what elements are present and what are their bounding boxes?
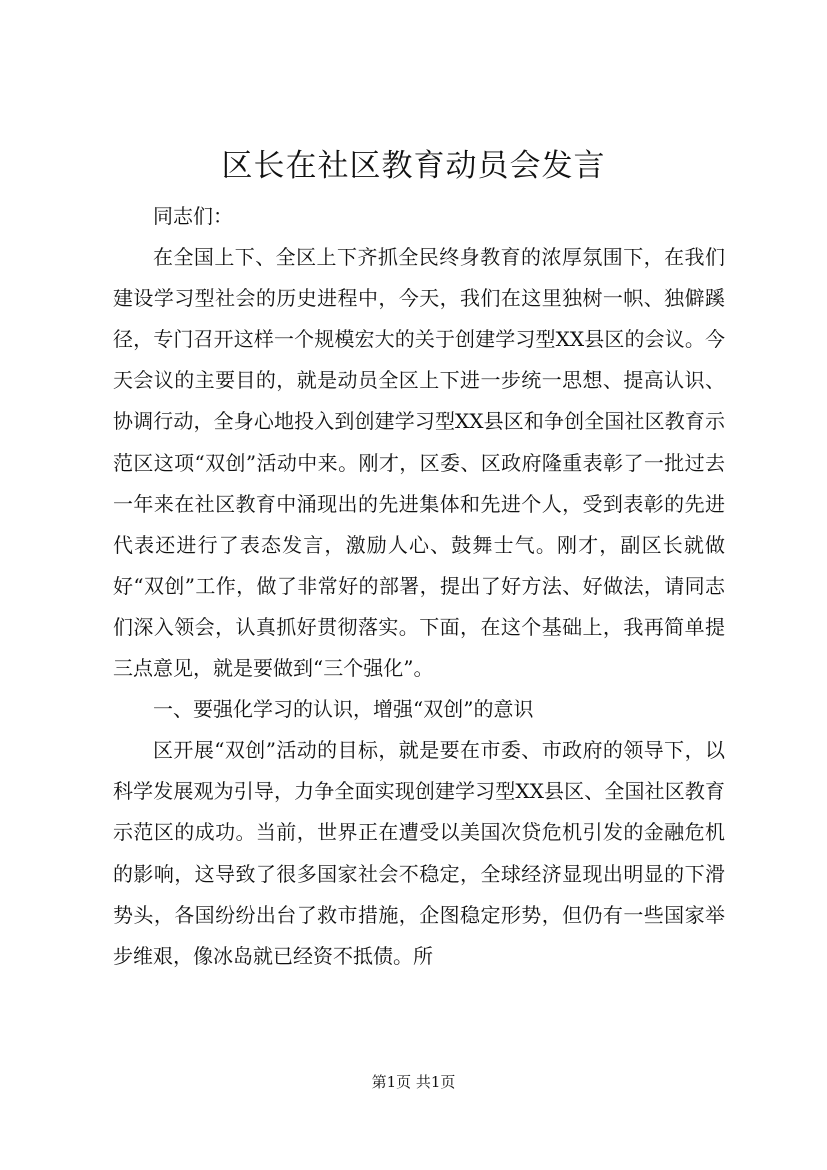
document-title: 区长在社区教育动员会发言 <box>221 148 606 184</box>
page-footer: 第1页 共1页 <box>371 1073 456 1091</box>
document-body <box>113 196 725 977</box>
section-paragraph: 区开展“双创”活动的目标，就是要在市委、市政府的领导下，以科学发展观为引导，力争全面实现创建学习型XX县区、全国社区教育示范区的成功。当前，世界正在遭受以美国次贷危机引发的金融危机的影响，这导致了很多国家社会不稳定，全球经济显现出明显的下滑势头，各国纷纷出台了救市措施，企图稳定形势，但仍有一些国家举步维艰，像冰岛就已经资不抵债。所 <box>113 738 725 968</box>
opening-paragraph: 在全国上下、全区上下齐抓全民终身教育的浓厚氛围下，在我们建设学习型社会的历史进程中，今天，我们在这里独树一帜、独僻蹊径，专门召开这样一个规模宏大的关于创建学习型XX县区的会议。今天会议的主要目的，就是动员全区上下进一步统一思想、提高认识、协调行动，全身心地投入到创建学习型XX县区和争创全国社区教育示范区这项“双创”活动中来。刚才，区委、区政府隆重表彰了一批过去一年来在社区教育中涌现出的先进集体和先进个人，受到表彰的先进代表还进行了表态发言，激励人心、鼓舞士气。刚才，副区长就做好“双创”工作，做了非常好的部署，提出了好方法、好做法，请同志们深入领会，认真抓好贯彻落实。下面，在这个基础上，我再简单提三点意见，就是要做到“三个强化”。 <box>113 245 725 681</box>
salutation-paragraph: 同志们： <box>153 204 233 228</box>
section-heading: 一、要强化学习的认识，增强“双创”的意识 <box>153 697 534 722</box>
